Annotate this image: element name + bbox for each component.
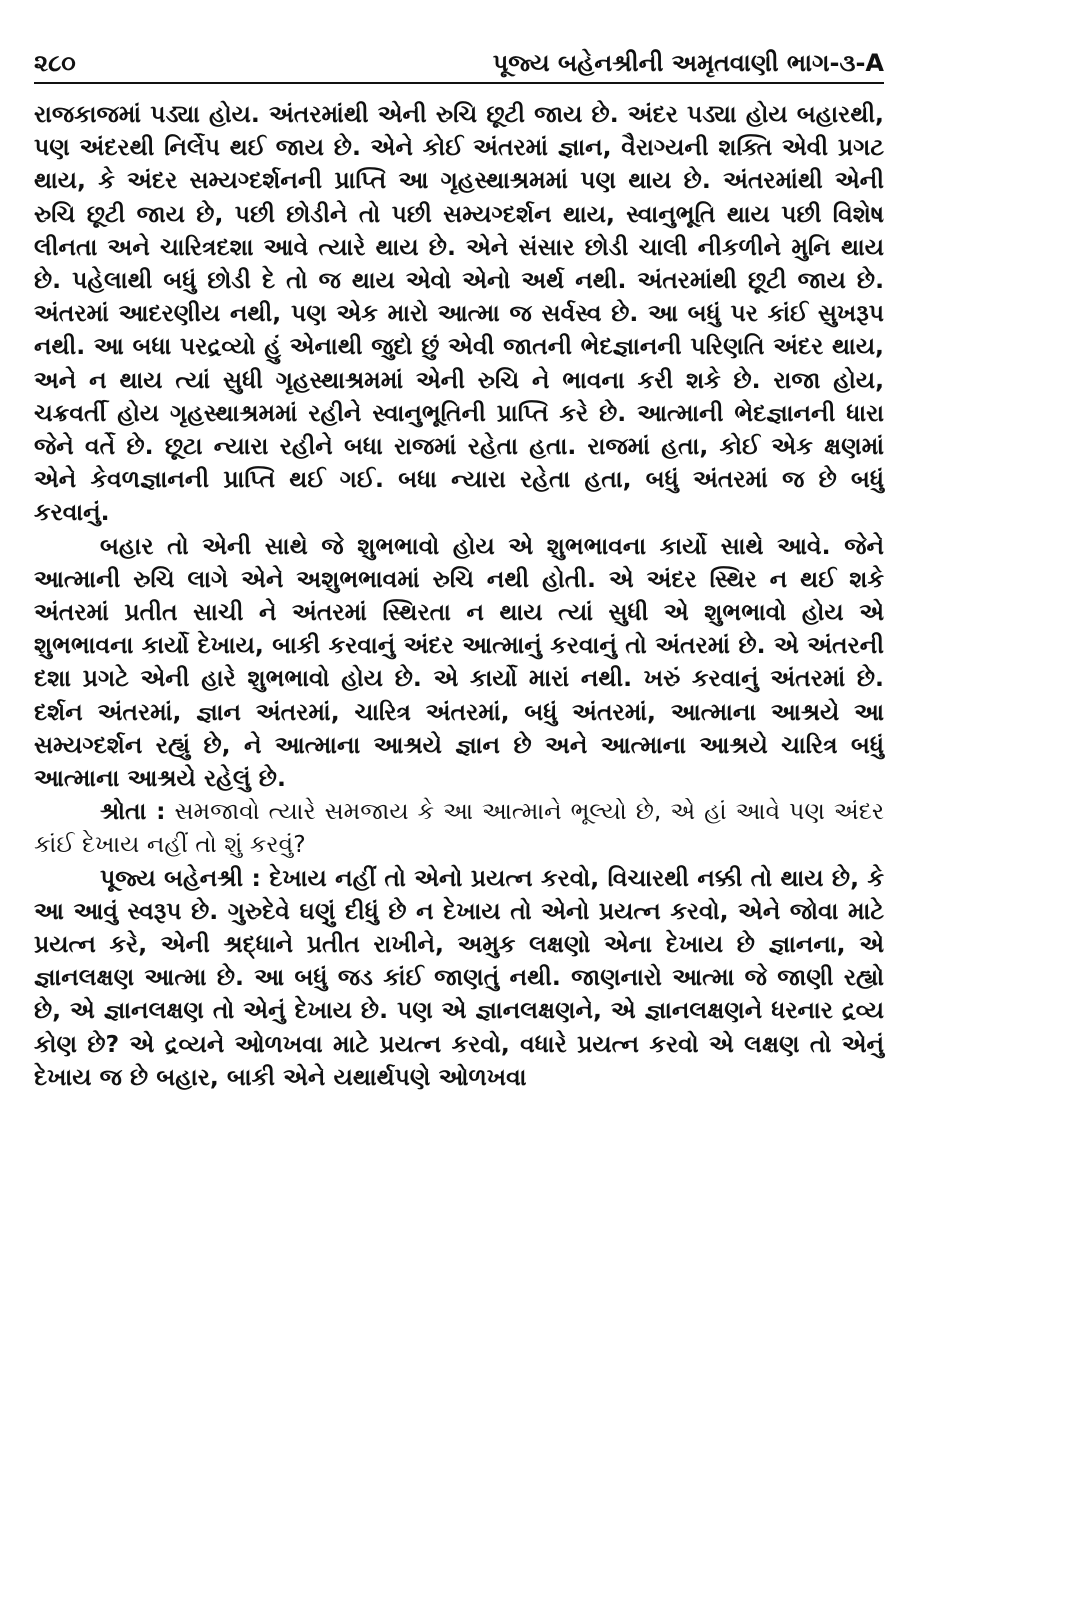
header-rule xyxy=(34,82,884,84)
book-page xyxy=(34,38,884,1094)
paragraph-text: રાજકાજમાં પડ્યા હોય. અંતરમાંથી એની રુચિ છૂટી જાય છે. અંદર પડ્યા હોય બહારથી, પણ અંદરથી નિર્લેપ થઈ જાય છે. એને કોઈ અંતરમાં જ્ઞાન, વૈરાગ્યની શક્તિ એવી પ્રગટ થાય, કે અંદર સમ્યગ્દર્શનની પ્રાપ્તિ આ ગૃહસ્થાશ્રમમાં પણ થાય છે. અંતરમાંથી એની રુચિ છૂટી જાય છે, પછી છોડીને તો પછી સમ્યગ્દર્શન થાય, સ્વાનુભૂતિ થાય પછી વિશેષ લીનતા અને ચારિત્રદશા આવે ત્યારે થાય છે. એને સંસાર છોડી ચાલી નીકળીને મુનિ થાય છે. પહેલાથી બધું છોડી દે તો જ થાય એવો એનો અર્થ નથી. અંતરમાંથી છૂટી જાય છે. અંતરમાં આદરણીય નથી, પણ એક મારો આત્મા જ સર્વસ્વ છે. આ બધું પર કાંઈ સુખરૂપ નથી. આ બધા પરદ્રવ્યો હું એનાથી જુદો છું એવી જાતની ભેદજ્ઞાનની પરિણતિ અંદર થાય, અને ન થાય ત્યાં સુધી ગૃહસ્થાશ્રમમાં એની રુચિ ને ભાવના કરી શકે છે. રાજા હોય, ચક્રવર્તી હોય ગૃહસ્થાશ્રમમાં રહીને સ્વાનુભૂતિની પ્રાપ્તિ કરે છે. આત્માની ભેદજ્ઞાનની ધારા જેને વર્તે છે. છૂટા ન્યારા રહીને બધા રાજમાં રહેતા હતા. રાજમાં હતા, કોઈ એક ક્ષણમાં એને કેવળજ્ઞાનની પ્રાપ્તિ થઈ ગઈ. બધા ન્યારા રહેતા હતા, બધું અંતરમાં જ છે બધું કરવાનું. xyxy=(34,100,884,527)
question-text: સમજાવો ત્યારે સમજાય કે આ આત્માને ભૂલ્યો છે, એ હાં આવે પણ અંદર કાંઈ દેખાય નહીં તો શું કરવું? xyxy=(34,797,884,859)
page-header xyxy=(34,38,884,78)
answer-paragraph xyxy=(34,862,884,1094)
paragraph-2 xyxy=(34,530,884,796)
answer-text: દેખાય નહીં તો એનો પ્રયત્ન કરવો, વિચારથી નક્કી તો થાય છે, કે આ આવું સ્વરૂપ છે. ગુરુદેવે ઘણું દીધું છે ન દેખાય તો એનો પ્રયત્ન કરવો, એને જોવા માટે પ્રયત્ન કરે, એની શ્રદ્ધાને પ્રતીત રાખીને, અમુક લક્ષણો એના દેખાય છે જ્ઞાનના, એ જ્ઞાનલક્ષણ આત્મા છે. આ બધું જડ કાંઈ જાણતું નથી. જાણનારો આત્મા જે જાણી રહ્યો છે, એ જ્ઞાનલક્ષણ તો એનું દેખાય છે. પણ એ જ્ઞાનલક્ષણને, એ જ્ઞાનલક્ષણને ધરનાર દ્રવ્ય કોણ છે? એ દ્રવ્યને ઓળખવા માટે પ્રયત્ન કરવો, વધારે પ્રયત્ન કરવો એ લક્ષણ તો એનું દેખાય જ છે બહાર, બાકી એને યથાર્થપણે ઓળખવા xyxy=(34,863,884,1091)
page-number: ૨૮૦ xyxy=(34,49,76,77)
speaker-label: શ્રોતા : xyxy=(100,797,166,826)
running-title: પૂજ્ય બહેનશ્રીની અમૃતવાણી ભાગ-૩-A xyxy=(492,49,884,77)
paragraph-1 xyxy=(34,98,884,530)
question-paragraph xyxy=(34,795,884,861)
speaker-label: પૂજ્ય બહેનશ્રી : xyxy=(100,863,261,892)
paragraph-text: બહાર તો એની સાથે જે શુભભાવો હોય એ શુભભાવના કાર્યો સાથે આવે. જેને આત્માની રુચિ લાગે એને અશુભભાવમાં રુચિ નથી હોતી. એ અંદર સ્થિર ન થઈ શકે અંતરમાં પ્રતીત સાચી ને અંતરમાં સ્થિરતા ન થાય ત્યાં સુધી એ શુભભાવો હોય એ શુભભાવના કાર્યો દેખાય, બાકી કરવાનું અંદર આત્માનું કરવાનું તો અંતરમાં છે. એ અંતરની દશા પ્રગટે એની હારે શુભભાવો હોય છે. એ કાર્યો મારાં નથી. ખરું કરવાનું અંતરમાં છે. દર્શન અંતરમાં, જ્ઞાન અંતરમાં, ચારિત્ર અંતરમાં, બધું અંતરમાં, આત્માના આશ્રયે આ સમ્યગ્દર્શન રહ્યું છે, ને આત્માના આશ્રયે જ્ઞાન છે અને આત્માના આશ્રયે ચારિત્ર બધું આત્માના આશ્રયે રહેલું છે. xyxy=(34,531,884,793)
